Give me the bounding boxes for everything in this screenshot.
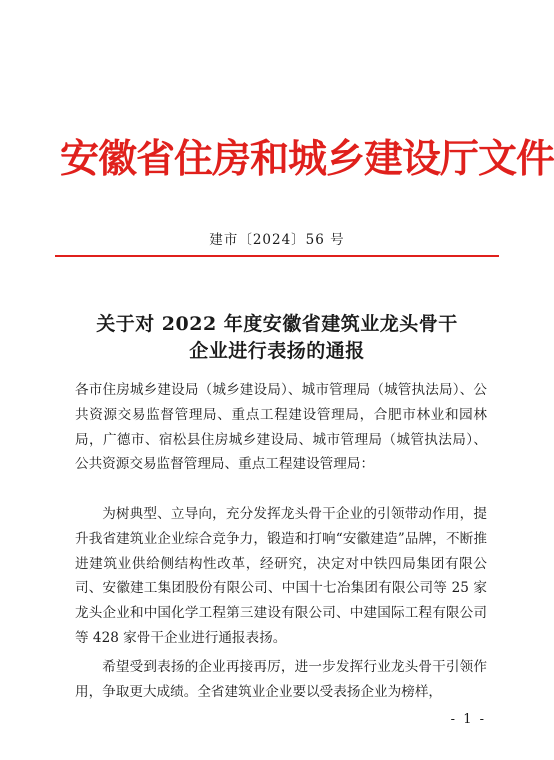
document-title-line-2: 企业进行表扬的通报 bbox=[189, 340, 365, 362]
paragraph-text: 为树典型、立导向，充分发挥龙头骨干企业的引领带动作用，提升我省建筑业企业综合竞争力，锻造和打响“安徽建造”品牌，不断推进建筑业供给侧结构性改革，经研究，决定对中铁四局集团有限公司、安徽建工集团股份有限公司、中国十七冶集团有限公司等 25 家龙头企业和中国化学工程第三建设有限公司、中建国际工程有限公司等 428 家骨干企业进行通报表扬。 bbox=[75, 506, 487, 646]
paragraph-text: 希望受到表扬的企业再接再厉，进一步发挥行业龙头骨干引领作用，争取更大成绩。全省建筑业企业要以受表扬企业为榜样， bbox=[75, 659, 487, 700]
body-paragraph-2 bbox=[75, 655, 487, 705]
addressee-block bbox=[75, 378, 487, 477]
red-divider-line bbox=[55, 255, 499, 257]
issuer-header: 安徽省住房和城乡建设厅文件 bbox=[60, 137, 554, 182]
document-number: 建市〔2024〕56 号 bbox=[209, 232, 345, 248]
body-paragraph-1 bbox=[75, 502, 487, 651]
addressee-text: 各市住房城乡建设局（城乡建设局）、城市管理局（城管执法局）、公共资源交易监督管理局、重点工程建设管理局，合肥市林业和园林局，广德市、宿松县住房城乡建设局、城市管理局（城管执法局）、公共资源交易监督管理局、重点工程建设管理局： bbox=[75, 382, 487, 473]
page-number: - 1 - bbox=[450, 712, 486, 727]
document-title-line-1: 关于对 2022 年度安徽省建筑业龙头骨干 bbox=[96, 313, 458, 335]
